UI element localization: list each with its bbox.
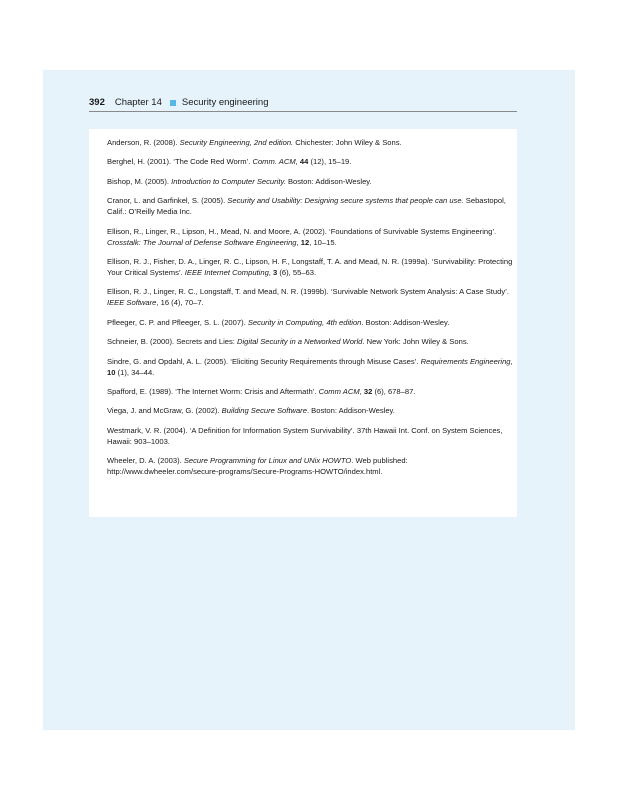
reference-item: Spafford, E. (1989). ‘The Internet Worm: Crisis and Aftermath’. Comm ACM, 32 (6), 678–87. [107,386,416,396]
reference-item: Viega, J. and McGraw, G. (2002). Building Secure Software. Boston: Addison-Wesley. [107,406,395,416]
chapter-label: Chapter 14 [114,97,162,108]
square-bullet-icon [170,100,176,106]
reference-item: Wheeler, D. A. (2003). Secure Programming for Linux and UNix HOWTO. Web published: http://www.dwheeler.com/secure-programs/Secure-Programs-HOWTO/index.html. [107,456,408,477]
reference-item: Berghel, H. (2001). ‘The Code Red Worm’. Comm. ACM, 44 (12), 15–19. [107,157,352,167]
reference-item: Cranor, L. and Garfinkel, S. (2005). Security and Usability: Designing secure systems that people can use. Sebastopol, Calif.: O’Reilly Media Inc. [107,196,506,217]
reference-item: Westmark, V. R. (2004). ‘A Definition for Information System Survivability’. 37th Hawaii Int. Conf. on System Sciences, Hawaii: 903–1003. [107,425,503,446]
reference-item: Anderson, R. (2008). Security Engineering, 2nd edition. Chichester: John Wiley & Sons. [107,138,402,147]
reference-list [89,129,517,517]
reference-item: Sindre, G. and Opdahl, A. L. (2005). ‘Eliciting Security Requirements through Misuse Cases’. Requirements Engineering, 10 (1), 34–44. [107,356,513,377]
reference-item: Schneier, B. (2000). Secrets and Lies: Digital Security in a Networked World. New York: John Wiley & Sons. [107,337,469,347]
reference-item: Ellison, R. J., Linger, R. C., Longstaff, T. and Mead, N. R. (1999b). ‘Survivable Network System Analysis: A Case Study’. IEEE Software, 16 (4), 70–7. [107,287,509,308]
section-title: Security engineering [181,97,269,108]
reference-item: Ellison, R., Linger, R., Lipson, H., Mead, N. and Moore, A. (2002). ‘Foundations of Survivable Systems Engineering’. Crosstalk: The Journal of Defense Software Engineering, 12, 10–15. [107,226,497,247]
running-header [89,95,517,112]
reference-item: Pfleeger, C. P. and Pfleeger, S. L. (2007). Security in Computing, 4th edition. Boston: Addison-Wesley. [107,317,450,327]
reference-item: Bishop, M. (2005). Introduction to Computer Security. Boston: Addison-Wesley. [107,176,372,186]
page-number: 392 [89,97,105,108]
reference-item: Ellison, R. J., Fisher, D. A., Linger, R. C., Lipson, H. F., Longstaff, T. A. and Mead, N. R. (1999a). ‘Survivability: Protecting Your Critical Systems’. IEEE Internet Computing, 3 (6), 55–63. [107,256,513,277]
